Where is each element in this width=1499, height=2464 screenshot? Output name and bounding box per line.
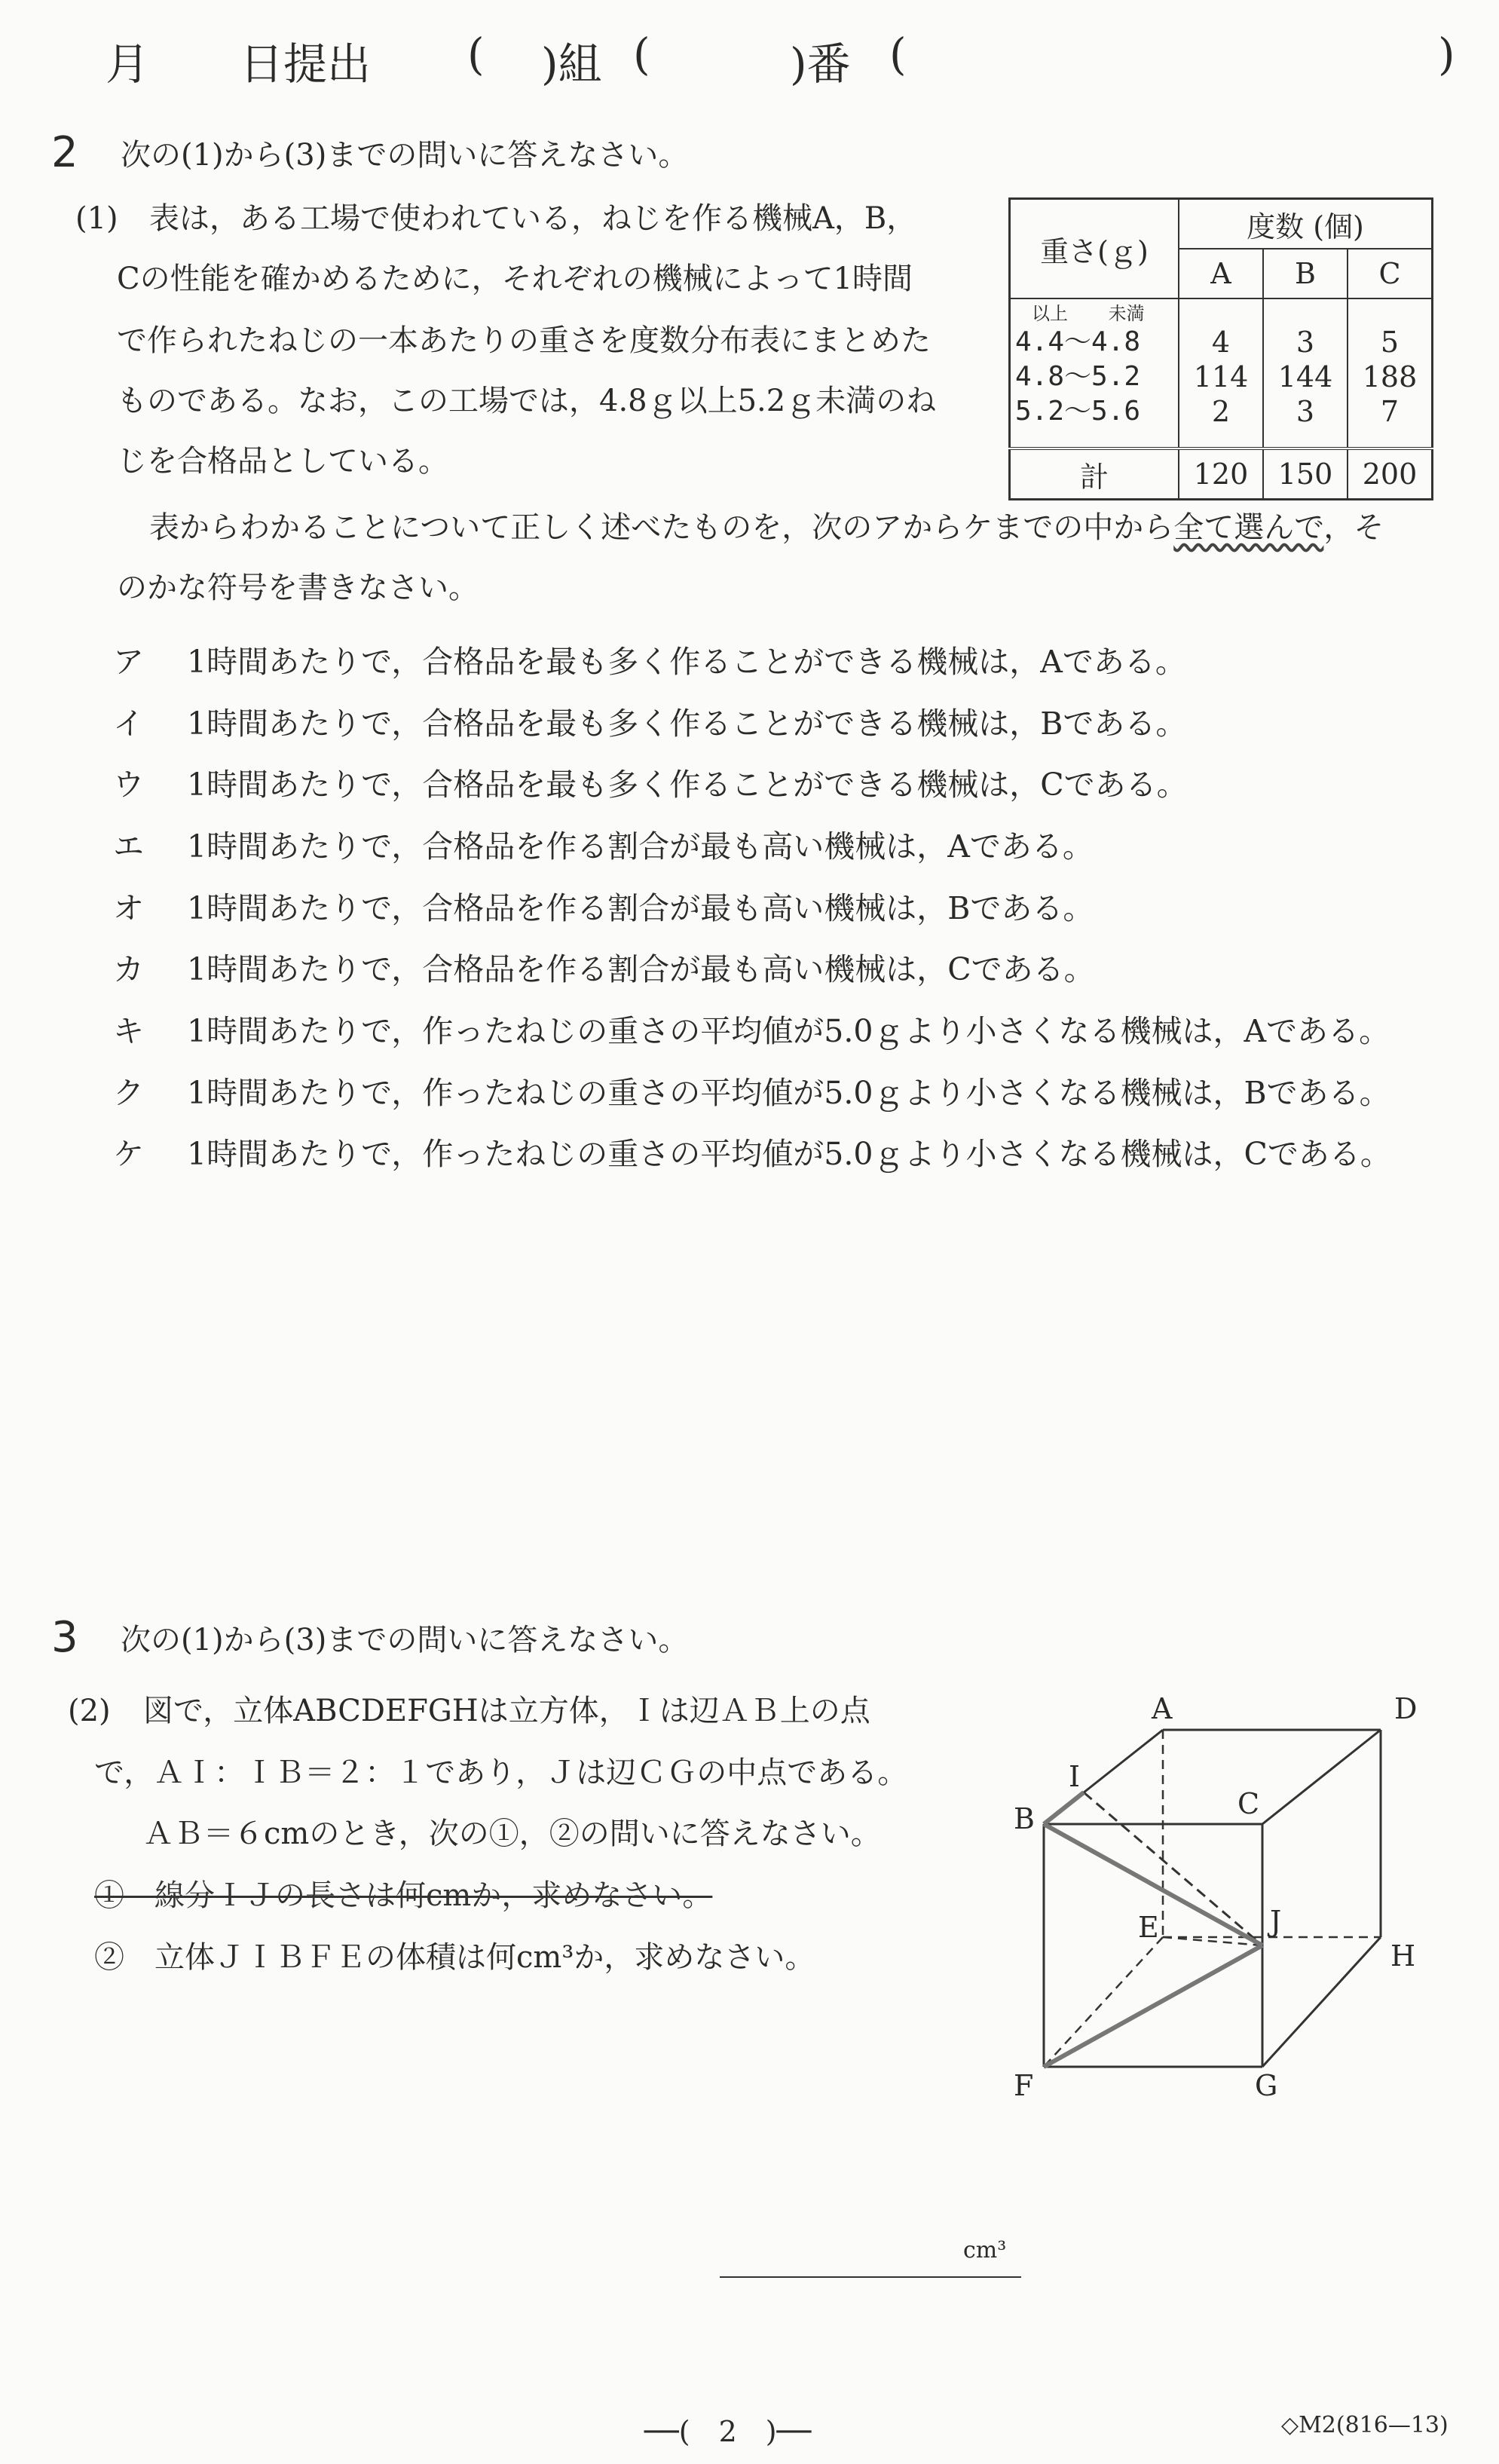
choice-e <box>113 822 1094 866</box>
range-note-high: 未満 <box>1108 303 1145 324</box>
choice-text: 1時間あたりで，合格品を作る割合が最も高い機械は，Aである。 <box>187 828 1094 865</box>
total-c: 200 <box>1348 448 1433 500</box>
values-b <box>1263 298 1348 448</box>
choice-label: ア <box>113 644 144 680</box>
form-code: ◇M2(816—13) <box>1281 2412 1449 2438</box>
vertex-label-h: H <box>1390 1939 1416 1973</box>
vertex-label-d: D <box>1394 1692 1418 1725</box>
value-b-row3: 3 <box>1296 395 1315 428</box>
q2-body-line-4: ものである。なお，この工場では，4.8ｇ以上5.2ｇ未満のね <box>117 384 937 418</box>
frequency-header: 度数 (個) <box>1179 199 1433 249</box>
vertex-label-f: F <box>1014 2069 1034 2102</box>
choice-ke <box>113 1129 1391 1174</box>
q2-question-pre: 表からわかることについて正しく述べたものを，次のアからケまでの中から <box>149 510 1174 545</box>
answer-unit: cm³ <box>963 2237 1007 2264</box>
edge-ef-hidden <box>1044 1937 1163 2067</box>
machine-header-b: B <box>1263 249 1348 298</box>
header-day-submit: 日提出 <box>240 38 372 90</box>
header-name-open: ( <box>889 29 907 80</box>
choice-u <box>113 760 1188 804</box>
choice-text: 1時間あたりで，合格品を作る割合が最も高い機械は，Bである。 <box>187 890 1094 926</box>
q3-instruction: 次の(1)から(3)までの問いに答えなさい。 <box>121 1623 689 1657</box>
choice-label: オ <box>113 890 144 926</box>
range-row-3: 5.2～5.6 <box>1015 396 1141 427</box>
q2-instruction: 次の(1)から(3)までの問いに答えなさい。 <box>121 138 689 173</box>
q3-part2-label: (2) <box>68 1694 111 1728</box>
q2-body-line-5: じを合格品としている。 <box>117 444 448 479</box>
q2-question-post: ，そ <box>1323 510 1384 545</box>
value-c-row1: 5 <box>1380 326 1400 359</box>
choice-label: エ <box>113 828 144 865</box>
choice-label: カ <box>113 951 144 987</box>
frequency-table <box>1008 197 1433 500</box>
machine-header-c: C <box>1348 249 1433 298</box>
total-b: 150 <box>1263 448 1348 500</box>
choice-ka <box>113 944 1095 989</box>
vertex-label-e: E <box>1138 1911 1159 1944</box>
range-row-1: 4.4～4.8 <box>1015 326 1141 357</box>
q2-question-emphasis: 全て選んで <box>1173 510 1324 545</box>
range-row-2: 4.8～5.2 <box>1015 361 1141 392</box>
choice-label: ケ <box>113 1136 144 1172</box>
cube-figure <box>980 1681 1447 2103</box>
edge-dc <box>1262 1730 1381 1824</box>
choice-label: キ <box>113 1013 144 1049</box>
q3-sub-question-2: ② 立体ＪＩＢＦＥの体積は何cm³か，求めなさい。 <box>94 1940 815 1975</box>
choice-text: 1時間あたりで，作ったねじの重さの平均値が5.0ｇより小さくなる機械は，Cである。 <box>187 1136 1391 1172</box>
q2-body-line-1: 表は，ある工場で使われている，ねじを作る機械A，B， <box>149 201 917 236</box>
weight-header: 重さ(ｇ) <box>1010 199 1179 299</box>
header-class-label: )組 <box>541 38 602 90</box>
q2-body-line-2: Cの性能を確かめるために，それぞれの機械によって1時間 <box>117 262 913 296</box>
q3-body-line-1: 図で，立体ABCDEFGHは立方体，Ｉは辺ＡＢ上の点 <box>143 1694 870 1728</box>
value-a-row3: 2 <box>1211 395 1231 428</box>
q3-body-line-3: ＡＢ＝６cmのとき，次の①，②の問いに答えなさい。 <box>143 1817 881 1851</box>
choice-text: 1時間あたりで，合格品を最も多く作ることができる機械は，Bである。 <box>187 706 1187 742</box>
choice-i <box>113 699 1186 743</box>
header-number-open: ( <box>633 29 650 80</box>
q2-number: 2 <box>51 128 78 177</box>
choice-a <box>113 637 1186 681</box>
vertex-label-a: A <box>1152 1692 1173 1725</box>
header-month: 月 <box>106 38 150 90</box>
choice-label: ク <box>113 1075 144 1111</box>
header-name-close: ) <box>1438 29 1455 80</box>
header-class-open: ( <box>467 29 485 80</box>
value-c-row3: 7 <box>1380 395 1400 428</box>
edge-gh <box>1262 1937 1381 2067</box>
q2-question-line-2: のかな符号を書きなさい。 <box>117 571 479 605</box>
value-a-row2: 114 <box>1193 360 1249 393</box>
vertex-label-b: B <box>1014 1802 1035 1835</box>
q3-body-line-2: で，ＡＩ：ＩＢ＝２：１であり，Ｊは辺ＣＧの中点である。 <box>94 1755 908 1790</box>
q2-question-line-1 <box>149 510 1384 545</box>
choice-ku <box>113 1068 1390 1113</box>
vertex-label-c: C <box>1237 1787 1260 1820</box>
values-a <box>1179 298 1263 448</box>
choice-text: 1時間あたりで，作ったねじの重さの平均値が5.0ｇより小さくなる機械は，Bである。 <box>187 1075 1390 1111</box>
total-label: 計 <box>1010 448 1179 500</box>
answer-line[interactable] <box>720 2276 1021 2278</box>
segment-bi <box>1044 1792 1084 1824</box>
segment-ij-dashed <box>1084 1792 1262 1945</box>
choice-label: イ <box>113 706 144 742</box>
vertex-label-g: G <box>1255 2069 1278 2102</box>
choice-text: 1時間あたりで，合格品を作る割合が最も高い機械は，Cである。 <box>187 951 1095 987</box>
value-c-row2: 188 <box>1362 360 1418 393</box>
header-number-label: )番 <box>790 38 851 90</box>
choice-text: 1時間あたりで，合格品を最も多く作ることができる機械は，Aである。 <box>187 644 1186 680</box>
q3-number: 3 <box>51 1613 78 1662</box>
range-note-low: 以上 <box>1032 303 1068 324</box>
total-a: 120 <box>1179 448 1263 500</box>
value-a-row1: 4 <box>1211 326 1231 359</box>
value-b-row1: 3 <box>1296 326 1315 359</box>
q2-body-line-3: で作られたねじの一本あたりの重さを度数分布表にまとめた <box>117 323 931 358</box>
q3-sub-question-1-struck: ① 線分ＩＪの長さは何cmか，求めなさい。 <box>94 1878 713 1913</box>
page-number: ──( 2 )── <box>644 2415 812 2448</box>
values-c <box>1348 298 1433 448</box>
choice-text: 1時間あたりで，作ったねじの重さの平均値が5.0ｇより小さくなる機械は，Aである。 <box>187 1013 1390 1049</box>
vertex-label-j: J <box>1270 1905 1282 1938</box>
vertex-label-i: I <box>1069 1760 1081 1793</box>
choice-ki <box>113 1006 1390 1051</box>
q2-part1-label: (1) <box>75 201 118 236</box>
choice-text: 1時間あたりで，合格品を最も多く作ることができる機械は，Cである。 <box>187 767 1188 803</box>
segment-fj <box>1044 1945 1262 2067</box>
choice-o <box>113 883 1094 928</box>
machine-header-a: A <box>1179 249 1263 298</box>
range-cell <box>1010 298 1179 448</box>
choice-label: ウ <box>113 767 144 803</box>
value-b-row2: 144 <box>1277 360 1333 393</box>
